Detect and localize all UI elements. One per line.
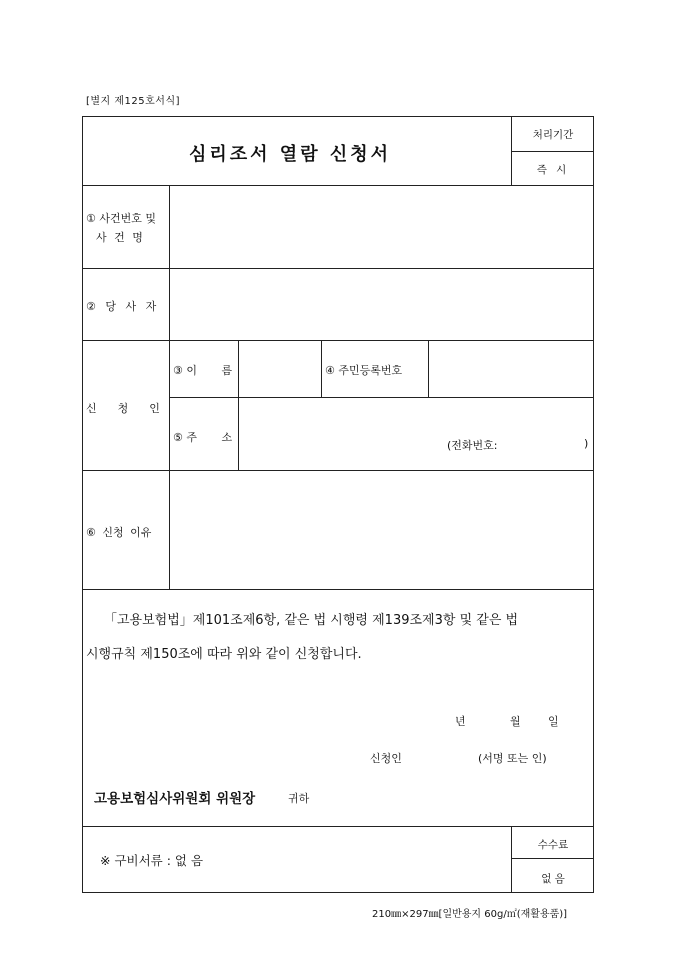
divider <box>83 268 593 269</box>
date-month: 월 <box>510 715 521 728</box>
recipient-suffix: 귀하 <box>288 792 310 805</box>
party-label: ② 당 사 자 <box>86 300 157 313</box>
name-field[interactable] <box>240 342 318 396</box>
name-label: ③ 이 름 <box>173 364 233 377</box>
divider <box>511 858 593 859</box>
form-number-label: [별지 제125호서식] <box>86 96 181 107</box>
fee-value: 없 음 <box>541 873 565 885</box>
divider <box>428 340 429 397</box>
applicant-label: 신 청 인 <box>86 402 160 415</box>
divider <box>169 397 593 398</box>
paper-spec-footer: 210㎜×297㎜[일반용지 60g/㎡(재활용품)] <box>372 909 568 920</box>
required-documents: ※ 구비서류 : 없 음 <box>100 853 204 868</box>
phone-close-paren: ) <box>584 437 589 450</box>
date-day: 일 <box>548 715 559 728</box>
divider <box>83 340 593 341</box>
processing-period-value: 즉 시 <box>536 164 570 176</box>
resident-number-label: ④ 주민등록번호 <box>325 364 403 377</box>
date-year: 년 <box>455 715 466 728</box>
phone-label: (전화번호: <box>447 439 498 452</box>
fee-label: 수수료 <box>537 839 569 851</box>
case-number-field[interactable] <box>170 186 590 266</box>
divider <box>83 826 593 827</box>
page-title: 심리조서 열람 신청서 <box>188 144 392 165</box>
reason-field[interactable] <box>170 472 590 588</box>
party-field[interactable] <box>170 270 590 338</box>
case-name-label: 사 건 명 <box>96 231 143 244</box>
resident-number-field[interactable] <box>430 342 590 396</box>
address-field[interactable] <box>240 400 590 468</box>
divider <box>83 589 593 590</box>
signer-label: 신청인 <box>370 752 402 765</box>
recipient: 고용보험심사위원회 위원장 <box>94 791 256 807</box>
address-label: ⑤ 주 소 <box>173 431 233 444</box>
signature-note: (서명 또는 인) <box>478 752 547 765</box>
divider <box>83 470 593 471</box>
divider <box>238 340 239 470</box>
statement-line-2: 시행규칙 제150조에 따라 위와 같이 신청합니다. <box>86 647 362 662</box>
case-number-label: ① 사건번호 및 <box>86 212 156 225</box>
statement-line-1: 「고용보험법」제101조제6항, 같은 법 시행령 제139조제3항 및 같은 법 <box>104 613 519 628</box>
reason-label: ⑥ 신청 이유 <box>86 526 152 539</box>
processing-period-label: 처리기간 <box>532 129 574 141</box>
divider <box>321 340 322 397</box>
divider <box>511 151 593 152</box>
